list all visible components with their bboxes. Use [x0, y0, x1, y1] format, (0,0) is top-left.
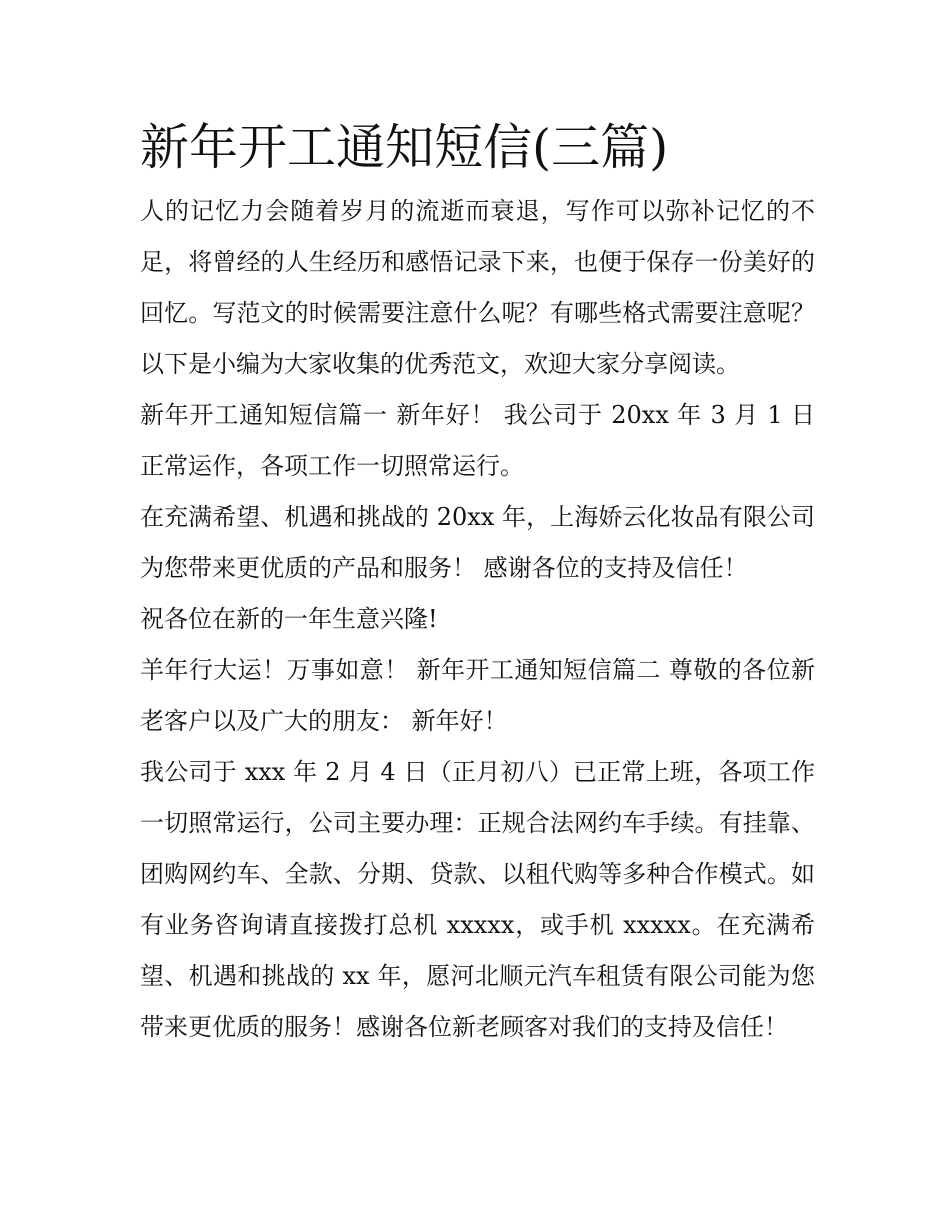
paragraph-intro: 人的记忆力会随着岁月的流逝而衰退，写作可以弥补记忆的不足，将曾经的人生经历和感悟记录下来，也便于保存一份美好的回忆。写范文的时候需要注意什么呢？有哪些格式需要注意呢？以下是小编为大家收集的优秀范文，欢迎大家分享阅读。: [140, 197, 815, 378]
paragraph-notice-2: 羊年行大运！万事如意！ 新年开工通知短信篇二 尊敬的各位新老客户以及广大的朋友： 新年好！: [140, 656, 815, 735]
document-title: 新年开工通知短信(三篇): [140, 119, 669, 176]
paragraph-notice-2-body: 我公司于 xxx 年 2 月 4 日（正月初八）已正常上班，各项工作一切照常运行，公司主要办理：正规合法网约车手续。有挂靠、团购网约车、全款、分期、贷款、以租代购等多种合作模式。如有业务咨询请直接拨打总机 xxxxx，或手机 xxxxx。在充满希望、机遇和挑战的 xx 年，愿河北顺元汽车租赁有限公司能为您带来更优质的服务！感谢各位新老顾客对我们的支持及信任！: [140, 758, 815, 1041]
document-page: [140, 112, 815, 1053]
paragraph-wishes: 祝各位在新的一年生意兴隆!: [140, 605, 438, 633]
paragraph-notice-1: 新年开工通知短信篇一 新年好！ 我公司于 20xx 年 3 月 1 日正常运作，各项工作一切照常运行。: [140, 401, 815, 480]
paragraph-notice-1-body: 在充满希望、机遇和挑战的 20xx 年，上海娇云化妆品有限公司为您带来更优质的产品和服务！ 感谢各位的支持及信任！: [140, 503, 815, 582]
